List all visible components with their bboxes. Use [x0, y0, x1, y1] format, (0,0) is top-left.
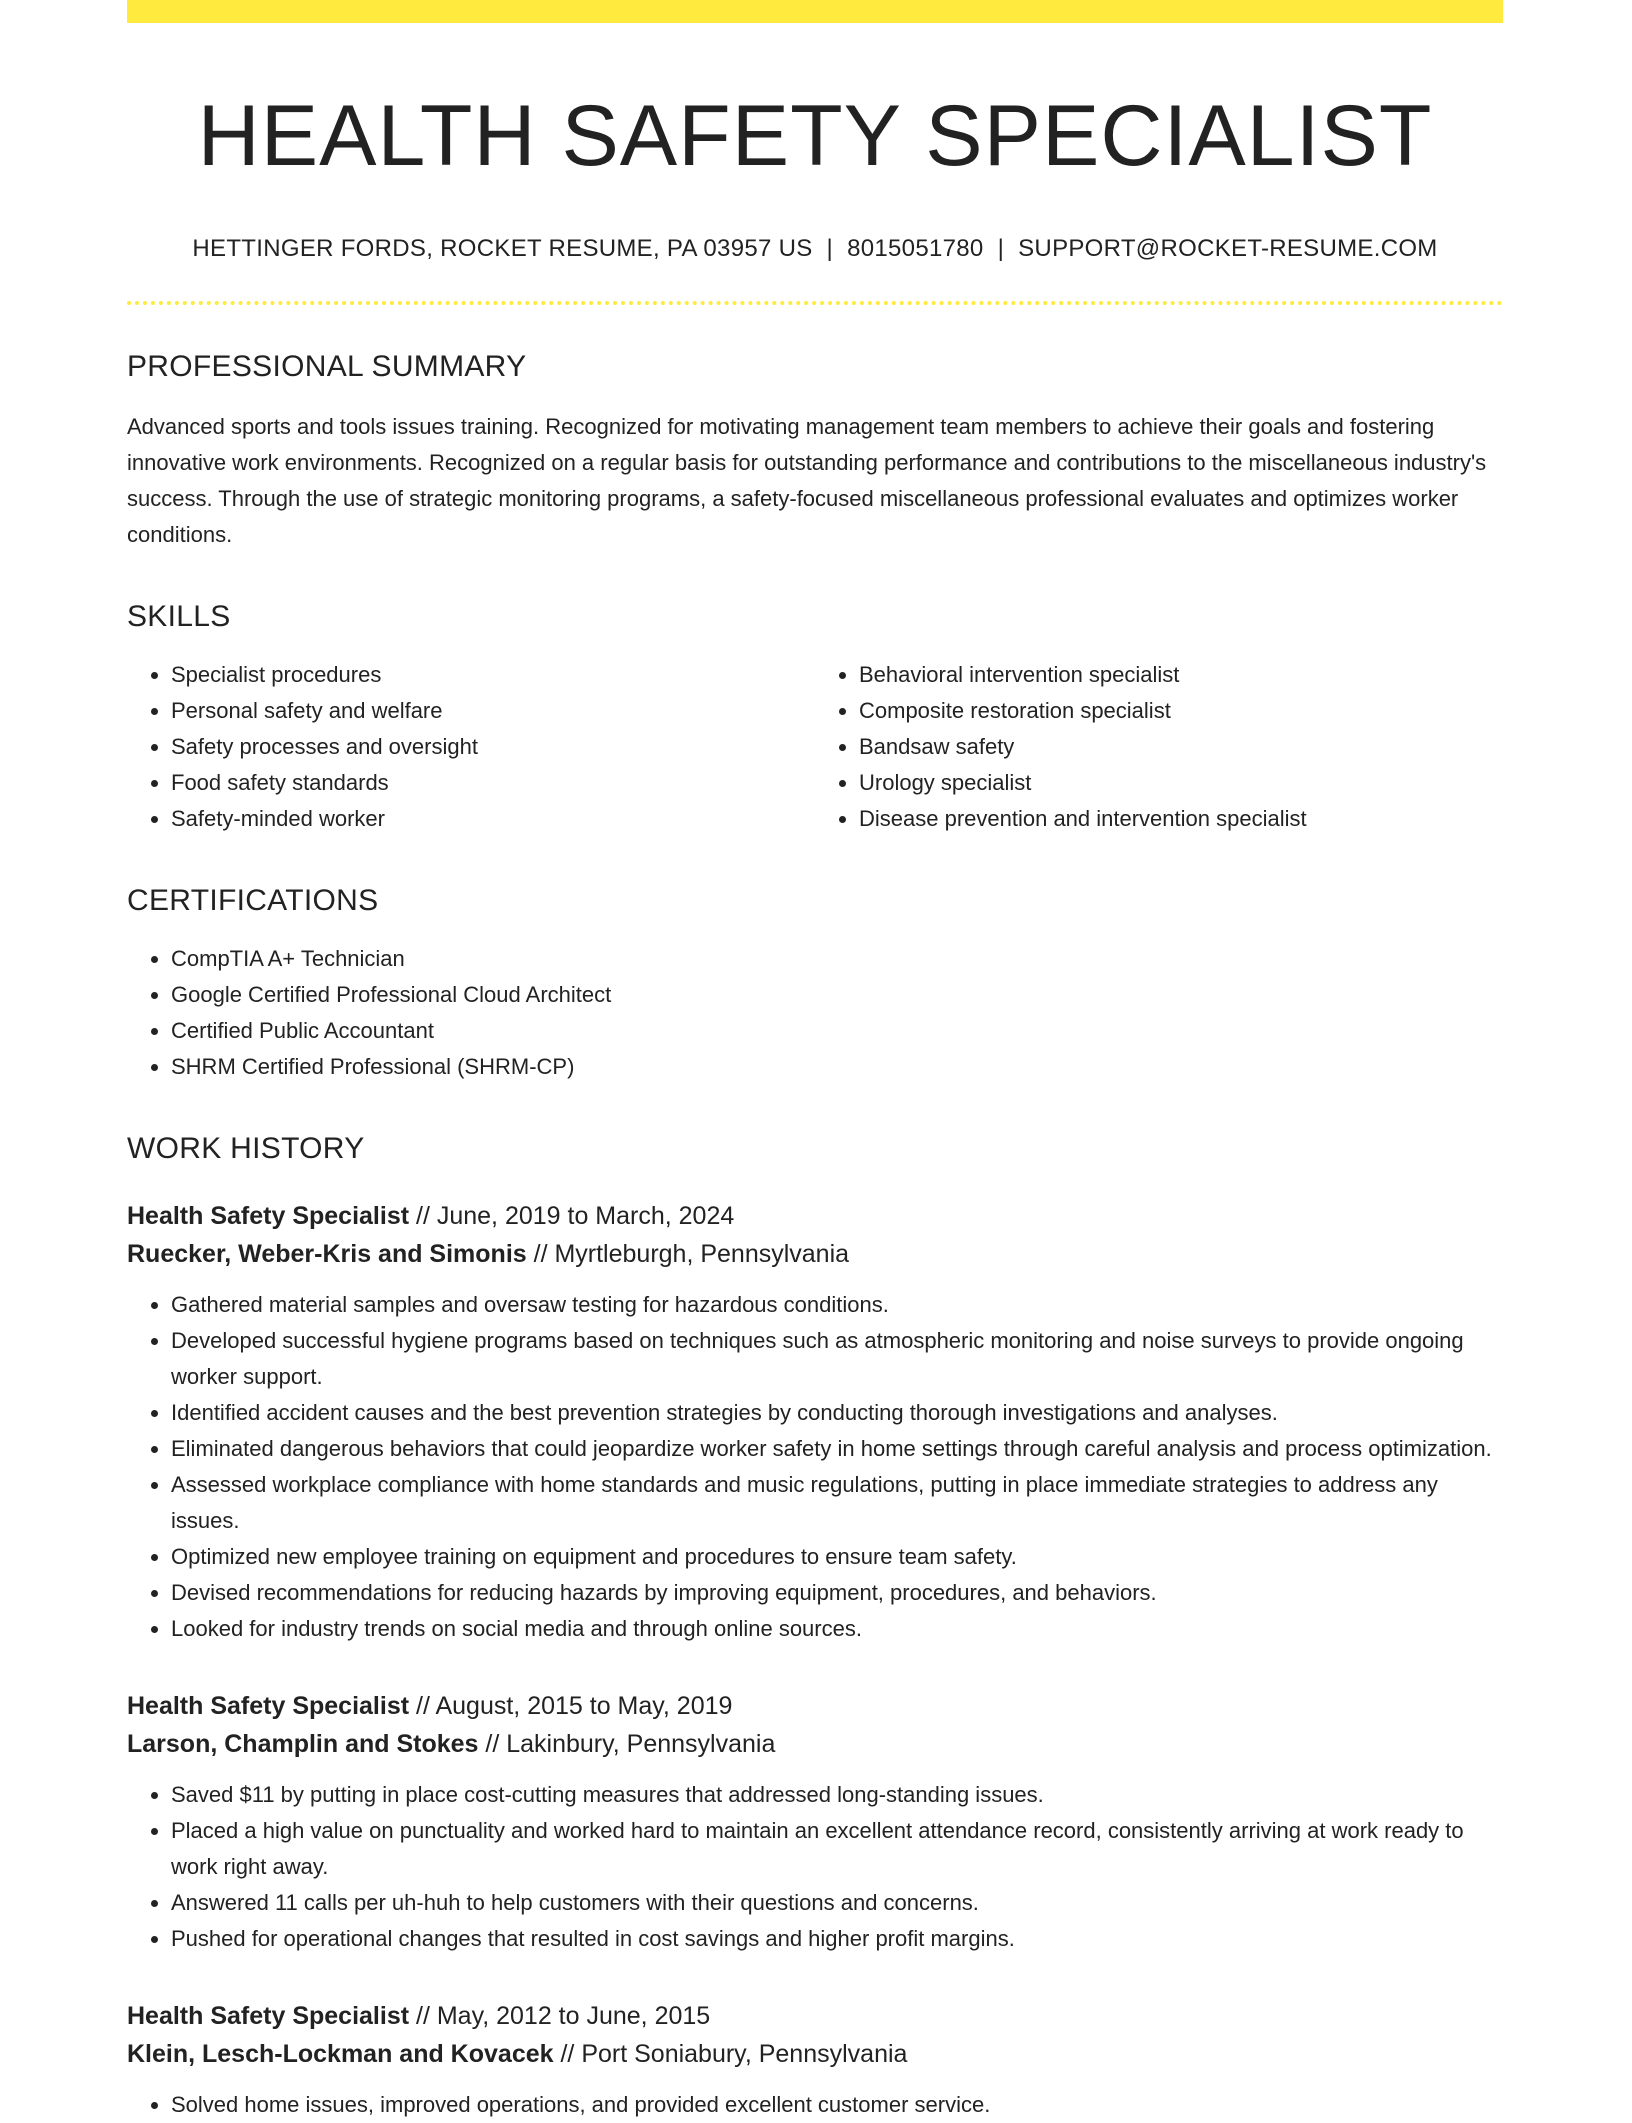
work-history-section: [127, 1131, 1503, 2123]
summary-section: [127, 349, 1503, 553]
job-bullet: • Optimized new employee training on equipment and procedures to ensure team safety.: [171, 1539, 1503, 1575]
job-title-line: [127, 1197, 1503, 1235]
certification-item: • Certified Public Accountant: [171, 1013, 1503, 1049]
job-bullet: • Devised recommendations for reducing hazards by improving equipment, procedures, and behaviors.: [171, 1575, 1503, 1611]
skills-heading: SKILLS: [127, 600, 231, 634]
skill-item: • Bandsaw safety: [859, 729, 1503, 765]
job-dates: // August, 2015 to May, 2019: [409, 1692, 733, 1721]
skill-item: • Disease prevention and intervention specialist: [859, 801, 1503, 837]
certification-item: • Google Certified Professional Cloud Architect: [171, 977, 1503, 1013]
job-dates: // June, 2019 to March, 2024: [409, 1202, 735, 1231]
skill-item: • Specialist procedures: [171, 657, 815, 693]
job-company-line: [127, 1235, 1503, 1273]
skill-item: • Composite restoration specialist: [859, 693, 1503, 729]
skill-item: • Safety processes and oversight: [171, 729, 815, 765]
skill-item: • Safety-minded worker: [171, 801, 815, 837]
job-location: // Myrtleburgh, Pennsylvania: [526, 1240, 850, 1269]
work-history-heading: WORK HISTORY: [127, 1132, 365, 1166]
job-bullets: [127, 1287, 1503, 1647]
summary-text: Advanced sports and tools issues training. Recognized for motivating management team members to achieve their goals and fostering innovative work environments. Recognized on a regular basis for outstanding performance and contributions to the miscellaneous industry's success. Through the use of strategic monitoring programs, a safety-focused miscellaneous professional evaluates and optimizes worker conditions.: [127, 414, 1487, 548]
job-location: // Lakinbury, Pennsylvania: [478, 1730, 776, 1759]
contact-address: HETTINGER FORDS, ROCKET RESUME, PA 03957 US: [192, 235, 813, 263]
contact-phone: 8015051780: [847, 235, 984, 263]
certification-item: • CompTIA A+ Technician: [171, 941, 1503, 977]
certifications-section: [127, 883, 1503, 1085]
certifications-heading: CERTIFICATIONS: [127, 884, 379, 918]
skill-item: • Food safety standards: [171, 765, 815, 801]
job-entry: [127, 1197, 1503, 1647]
job-bullet: • Assessed workplace compliance with home standards and music regulations, putting in place immediate strategies to address any issues.: [171, 1467, 1503, 1539]
skills-list-right: [815, 657, 1503, 837]
job-bullets: [127, 1777, 1503, 1957]
job-bullet: • Developed successful hygiene programs based on techniques such as atmospheric monitoring and noise surveys to provide ongoing worker support.: [171, 1323, 1503, 1395]
job-bullet: • Eliminated dangerous behaviors that could jeopardize worker safety in home settings through careful analysis and process optimization.: [171, 1431, 1503, 1467]
job-bullet: • Identified accident causes and the best prevention strategies by conducting thorough investigations and analyses.: [171, 1395, 1503, 1431]
skill-item: • Urology specialist: [859, 765, 1503, 801]
job-bullet: • Answered 11 calls per uh-huh to help customers with their questions and concerns.: [171, 1885, 1503, 1921]
contact-separator: |: [826, 235, 834, 263]
skills-list-left: [127, 657, 815, 837]
job-company-line: [127, 2035, 1503, 2073]
job-bullet: • Solved home issues, improved operations, and provided excellent customer service.: [171, 2087, 1503, 2123]
resume-name: HEALTH SAFETY SPECIALIST: [197, 88, 1433, 184]
skills-section: [127, 599, 1503, 837]
job-title: Health Safety Specialist: [127, 2002, 410, 2031]
job-bullets: [127, 2087, 1503, 2123]
contact-email[interactable]: SUPPORT@ROCKET-RESUME.COM: [1018, 235, 1438, 263]
job-company: Klein, Lesch-Lockman and Kovacek: [127, 2040, 554, 2069]
summary-heading: PROFESSIONAL SUMMARY: [127, 350, 527, 384]
contact-line: [127, 235, 1503, 263]
job-location: // Port Soniabury, Pennsylvania: [553, 2040, 908, 2069]
job-entry: [127, 1997, 1503, 2123]
top-accent-bar: [127, 0, 1503, 23]
contact-separator: |: [997, 235, 1005, 263]
resume-content: [127, 0, 1503, 2123]
job-title-line: [127, 1687, 1503, 1725]
skill-item: • Behavioral intervention specialist: [859, 657, 1503, 693]
skill-item: • Personal safety and welfare: [171, 693, 815, 729]
skills-grid: [127, 657, 1503, 837]
job-dates: // May, 2012 to June, 2015: [409, 2002, 711, 2031]
job-company: Ruecker, Weber-Kris and Simonis: [127, 1240, 527, 1269]
job-company: Larson, Champlin and Stokes: [127, 1730, 479, 1759]
job-company-line: [127, 1725, 1503, 1763]
certifications-list: [127, 941, 1503, 1085]
job-bullet: • Pushed for operational changes that resulted in cost savings and higher profit margins.: [171, 1921, 1503, 1957]
dotted-divider: [127, 301, 1503, 305]
job-title: Health Safety Specialist: [127, 1202, 410, 1231]
job-bullet: • Gathered material samples and oversaw testing for hazardous conditions.: [171, 1287, 1503, 1323]
job-title: Health Safety Specialist: [127, 1692, 410, 1721]
job-bullet: • Placed a high value on punctuality and worked hard to maintain an excellent attendance record, consistently arriving at work ready to work right away.: [171, 1813, 1503, 1885]
job-title-line: [127, 1997, 1503, 2035]
certification-item: • SHRM Certified Professional (SHRM-CP): [171, 1049, 1503, 1085]
job-bullet: • Saved $11 by putting in place cost-cutting measures that addressed long-standing issues.: [171, 1777, 1503, 1813]
job-entry: [127, 1687, 1503, 1957]
job-bullet: • Looked for industry trends on social media and through online sources.: [171, 1611, 1503, 1647]
